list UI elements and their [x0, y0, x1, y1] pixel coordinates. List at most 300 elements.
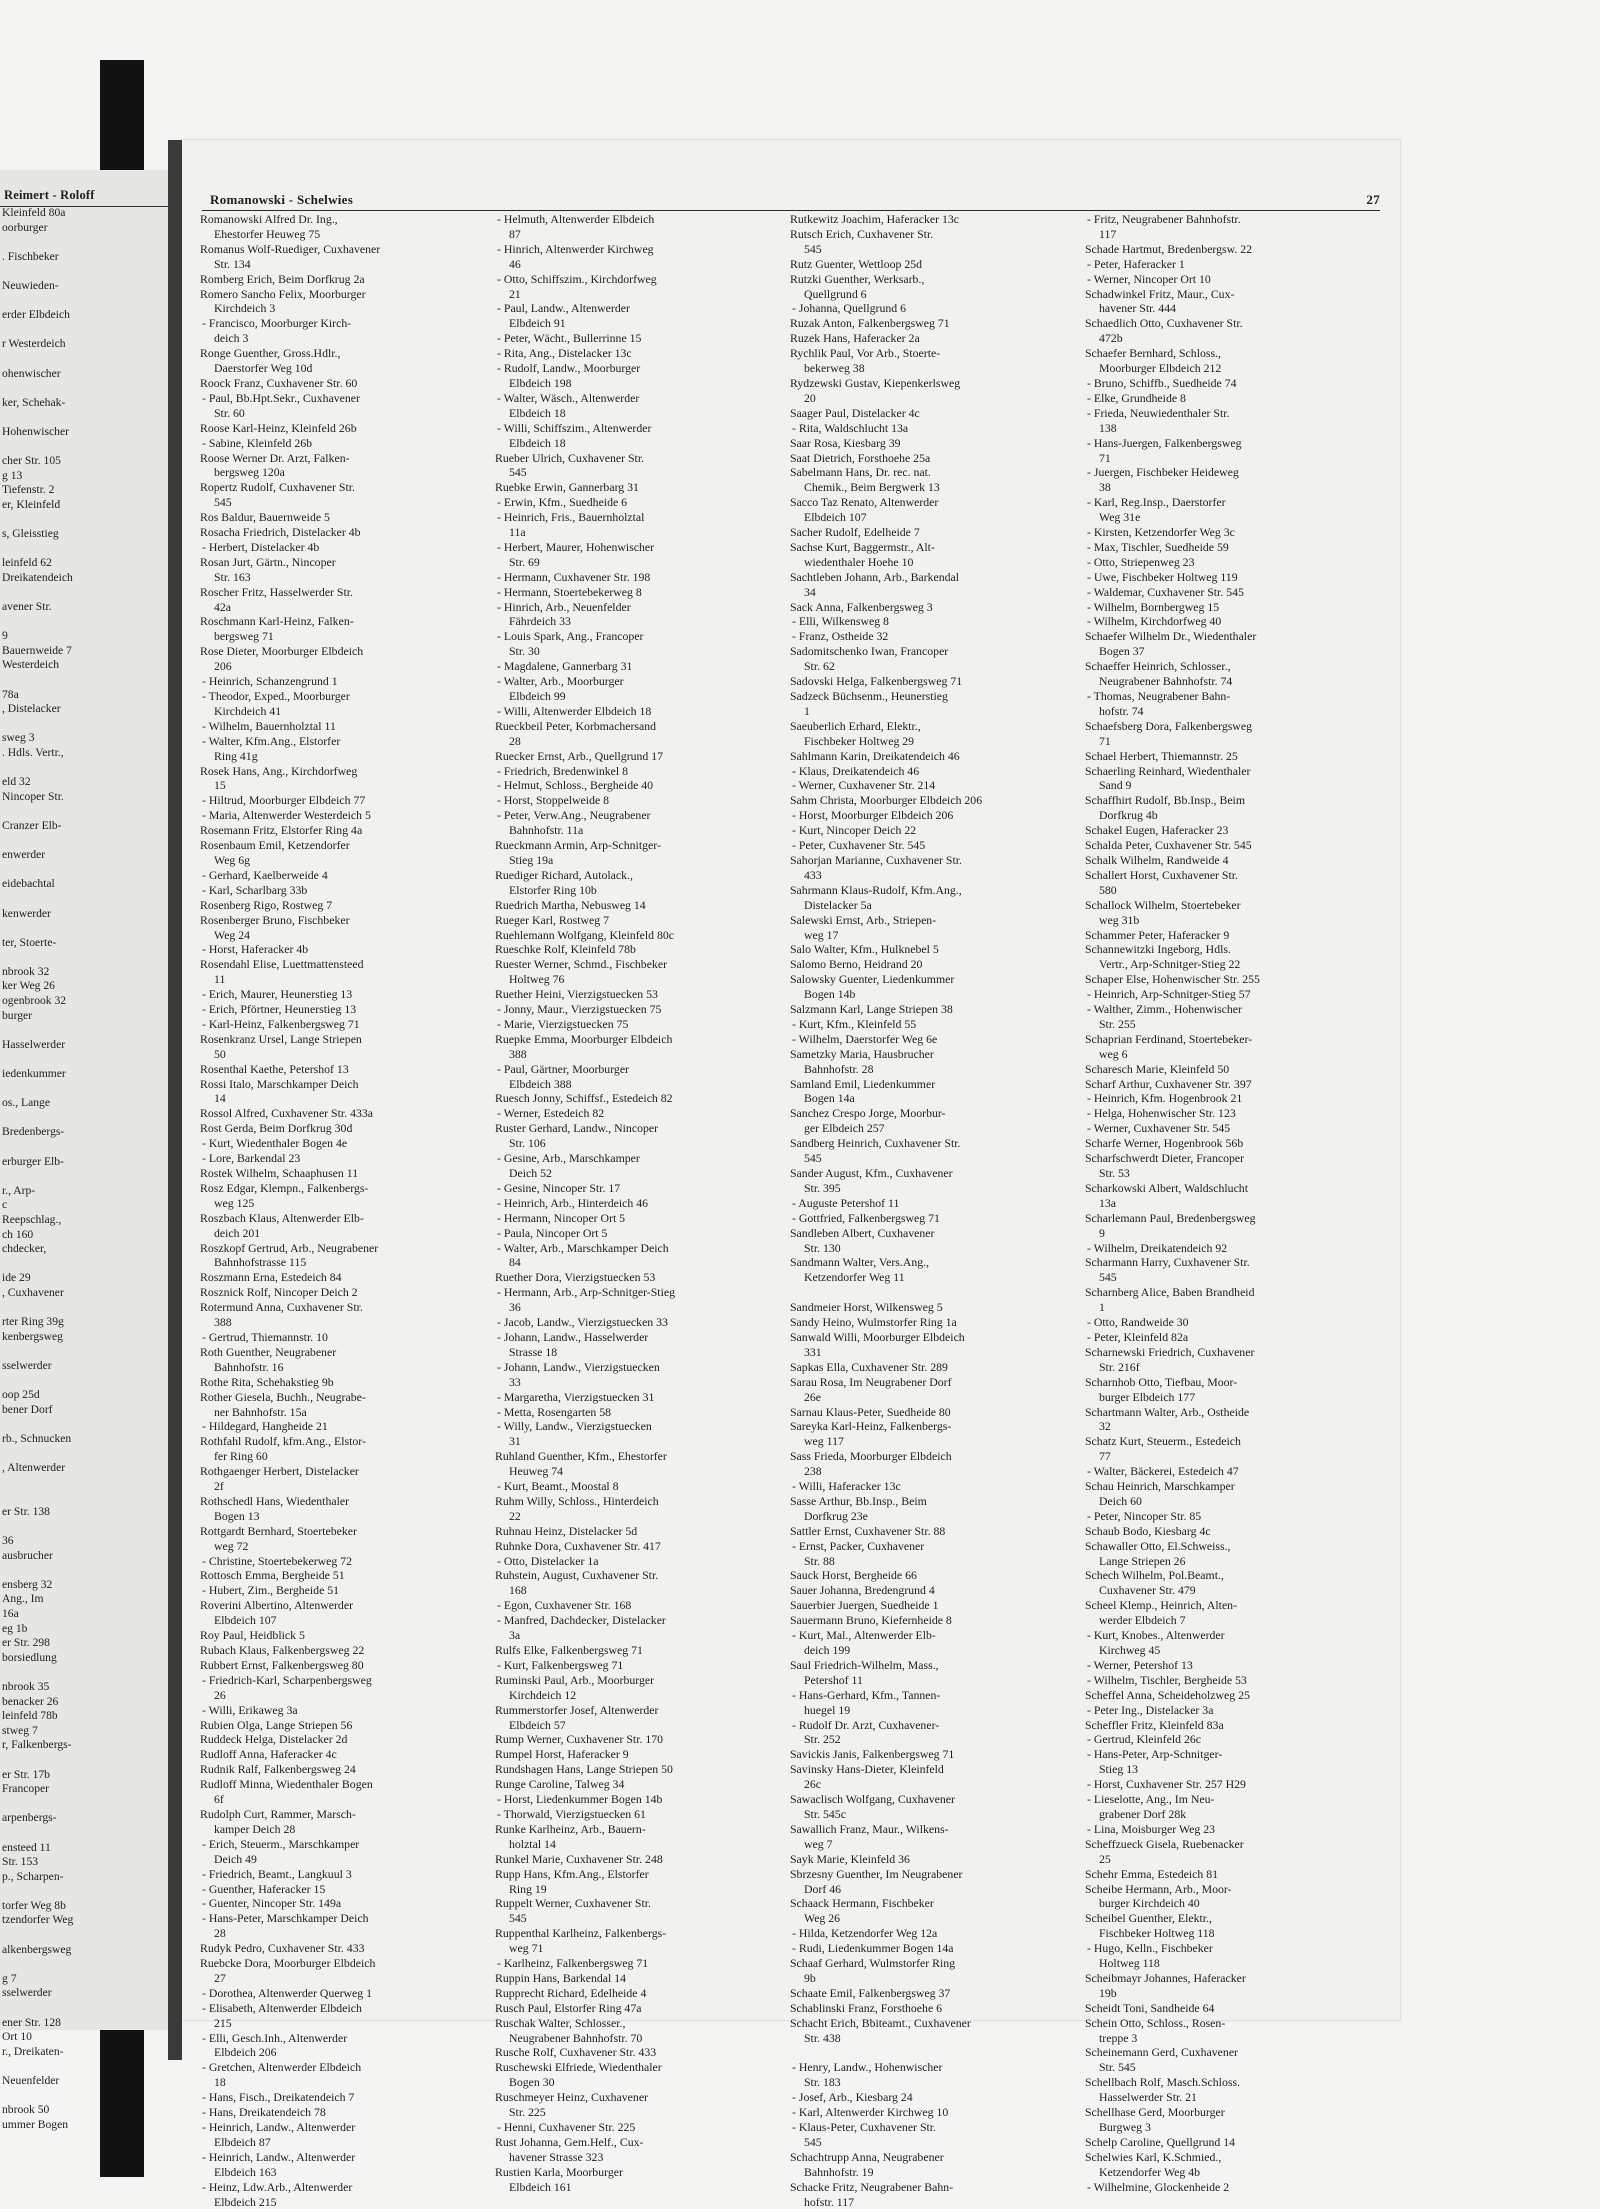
- previous-page-line: [2, 892, 170, 907]
- directory-entry: Ruether Dora, Vierzigstuecken 53: [495, 1270, 656, 1285]
- entry-sub-listing: - Gerhard, Kaelberweide 4: [202, 867, 328, 882]
- entry-continuation: holztal 14: [509, 1836, 556, 1851]
- entry-continuation: deich 199: [804, 1643, 851, 1657]
- entry-continuation: 14: [214, 1091, 226, 1106]
- entry-sub-listing: - Hildegard, Hangheide 21: [202, 1419, 328, 1434]
- entry-continuation: 11a: [509, 525, 526, 540]
- directory-entry: Schalk Wilhelm, Randweide 4: [1085, 852, 1229, 867]
- directory-entry: Scharnberg Alice, Baben Brandheid: [1085, 1285, 1255, 1300]
- entry-continuation: Lange Striepen 26: [1099, 1553, 1186, 1568]
- previous-page-line: [2, 542, 170, 557]
- directory-entry: Salewski Ernst, Arb., Striepen-: [790, 912, 937, 927]
- previous-page-line: [2, 1826, 170, 1841]
- directory-entry: Salo Walter, Kfm., Hulknebel 5: [790, 942, 939, 957]
- previous-page-line: sselwerder: [2, 1358, 52, 1372]
- directory-entry: Ros Baldur, Bauernweide 5: [200, 510, 330, 525]
- entry-sub-listing: - Karlheinz, Falkenbergsweg 71: [497, 1956, 649, 1971]
- directory-entry: Roth Guenther, Neugrabener: [200, 1344, 337, 1359]
- previous-page-line: c: [2, 1198, 8, 1212]
- entry-continuation: 34: [804, 584, 816, 599]
- directory-entry: Rueckmann Armin, Arp-Schnitger-: [495, 838, 661, 853]
- directory-entry: Schaprian Ferdinand, Stoertebeker-: [1085, 1031, 1253, 1046]
- directory-entry: Roverini Albertino, Altenwerder: [200, 1598, 353, 1613]
- entry-sub-listing: - Horst, Liedenkummer Bogen 14b: [497, 1792, 663, 1807]
- directory-entry: Ruether Heini, Vierzigstuecken 53: [495, 987, 658, 1002]
- entry-sub-listing: - Willi, Altenwerder Elbdeich 18: [497, 703, 652, 718]
- entry-continuation: 46: [509, 256, 521, 271]
- directory-entry: Roscher Fritz, Hasselwerder Str.: [200, 584, 353, 599]
- directory-entry: Ruschak Walter, Schlosser.,: [495, 2015, 626, 2030]
- entry-sub-listing: - Hiltrud, Moorburger Elbdeich 77: [202, 793, 366, 808]
- entry-continuation: Chemik., Beim Bergwerk 13: [804, 480, 940, 495]
- previous-page-line: [2, 1374, 170, 1389]
- entry-continuation: Fischbeker Holtweg 118: [1099, 1926, 1215, 1941]
- previous-page-line: [2, 717, 170, 732]
- directory-entry: Roszkopf Gertrud, Arb., Neugrabener: [200, 1240, 379, 1255]
- directory-entry: Scharnhob Otto, Tiefbau, Moor-: [1085, 1374, 1238, 1389]
- entry-continuation: Bogen 14b: [804, 987, 856, 1002]
- previous-page-line: [2, 294, 170, 309]
- entry-continuation: Kirchdeich 3: [214, 301, 276, 316]
- previous-page-line: , Cuxhavener: [2, 1285, 64, 1299]
- previous-page-line: er Str. 298: [2, 1636, 50, 1650]
- previous-page-line: cher Str. 105: [2, 454, 61, 468]
- directory-entry: Rueckbeil Peter, Korbmachersand: [495, 718, 657, 733]
- entry-continuation: Str. 62: [804, 659, 835, 674]
- entry-sub-listing: - Lore, Barkendal 23: [202, 1151, 301, 1166]
- directory-entry: Schacht Erich, Bbiteamt., Cuxhavener: [790, 2015, 971, 2030]
- previous-page-line: [2, 1082, 170, 1097]
- directory-entry: Schaper Else, Hohenwischer Str. 255: [1085, 972, 1260, 987]
- entry-continuation: fer Ring 60: [214, 1449, 268, 1464]
- previous-page-line: nbrook 32: [2, 964, 50, 978]
- directory-entry: Sarnau Klaus-Peter, Suedheide 80: [790, 1404, 951, 1419]
- directory-entry: Rosemann Fritz, Elstorfer Ring 4a: [200, 823, 363, 838]
- previous-page-line: avener Str.: [2, 600, 52, 614]
- previous-page-line: [2, 1476, 170, 1491]
- previous-page-line: Neuenfelder: [2, 2074, 60, 2087]
- directory-entry: Rudolph Curt, Rammer, Marsch-: [200, 1806, 356, 1821]
- entry-continuation: 28: [214, 1926, 226, 1941]
- directory-entry: Schaerling Reinhard, Wiedenthaler: [1085, 763, 1251, 778]
- directory-entry: Ronge Guenther, Gross.Hdlr.,: [200, 346, 341, 361]
- previous-page-line: g 13: [2, 468, 23, 482]
- entry-continuation: Petershof 11: [804, 1672, 863, 1687]
- entry-continuation: 11: [214, 972, 226, 987]
- previous-page-line: 36: [2, 1534, 14, 1548]
- directory-entry: Rudnik Ralf, Falkenbergsweg 24: [200, 1762, 356, 1777]
- directory-entry: Sauck Horst, Bergheide 66: [790, 1568, 917, 1583]
- entry-continuation: 9: [1099, 1225, 1105, 1240]
- directory-entry: Sadzeck Büchsenm., Heunerstieg: [790, 689, 948, 703]
- entry-continuation: Ring 19: [509, 1881, 547, 1896]
- previous-page-line: Nincoper Str.: [2, 789, 64, 803]
- directory-entry: Schaeffer Heinrich, Schlosser.,: [1085, 659, 1231, 674]
- previous-page-line: eg 1b: [2, 1621, 28, 1635]
- entry-sub-listing: - Willy, Landw., Vierzigstuecken: [497, 1419, 652, 1434]
- entry-sub-listing: - Egon, Cuxhavener Str. 168: [497, 1598, 632, 1613]
- directory-entry: Saul Friedrich-Wilhelm, Mass.,: [790, 1657, 939, 1672]
- directory-entry: Ruzek Hans, Haferacker 2a: [790, 331, 920, 346]
- directory-entry: Rotermund Anna, Cuxhavener Str.: [200, 1300, 363, 1315]
- directory-entry: Roschmann Karl-Heinz, Falken-: [200, 614, 354, 629]
- directory-entry: Runge Caroline, Talweg 34: [495, 1777, 625, 1792]
- directory-entry: Scharfe Werner, Hogenbrook 56b: [1085, 1136, 1244, 1151]
- entry-continuation: Fährdeich 33: [509, 614, 571, 629]
- directory-entry: Rose Dieter, Moorburger Elbdeich: [200, 644, 364, 659]
- entry-sub-listing: - Heinrich, Landw., Altenwerder: [202, 2120, 356, 2134]
- entry-sub-listing: - Hinrich, Arb., Neuenfelder: [497, 599, 631, 614]
- directory-entry: Rychlik Paul, Vor Arb., Stoerte-: [790, 346, 941, 361]
- entry-continuation: 50: [214, 1046, 226, 1061]
- directory-entry: Rumpel Horst, Haferacker 9: [495, 1747, 629, 1762]
- entry-continuation: weg 31b: [1099, 912, 1140, 927]
- previous-page-line: [2, 585, 170, 600]
- previous-page-line: p., Scharpen-: [2, 1869, 64, 1883]
- entry-continuation: 9b: [804, 1970, 816, 1985]
- entry-continuation: weg 117: [804, 1434, 844, 1449]
- previous-page-line: , Distelacker: [2, 702, 61, 716]
- directory-entry: Rubien Olga, Lange Striepen 56: [200, 1717, 353, 1732]
- entry-sub-listing: - Magdalene, Gannerbarg 31: [497, 659, 633, 674]
- entry-continuation: 215: [214, 2015, 232, 2030]
- previous-page-line: [2, 410, 170, 425]
- entry-sub-listing: - Kurt, Nincoper Deich 22: [792, 823, 917, 838]
- entry-sub-listing: - Peter Ing., Distelacker 3a: [1087, 1702, 1214, 1717]
- directory-entry: Schammer Peter, Haferacker 9: [1085, 927, 1230, 942]
- entry-sub-listing: - Otto, Schiffszim., Kirchdorfweg: [497, 271, 657, 286]
- entry-continuation: 26e: [804, 1389, 822, 1404]
- entry-sub-listing: - Maria, Altenwerder Westerdeich 5: [202, 808, 371, 823]
- directory-entry: Sahm Christa, Moorburger Elbdeich 206: [790, 793, 983, 808]
- directory-entry: Savickis Janis, Falkenbergsweg 71: [790, 1747, 955, 1762]
- directory-entry: Schellhase Gerd, Moorburger: [1085, 2105, 1225, 2120]
- previous-page-line: [2, 264, 170, 279]
- previous-page-line: ensteed 11: [2, 1840, 51, 1854]
- directory-entry: Rubbert Ernst, Falkenbergsweg 80: [200, 1657, 364, 1672]
- entry-continuation: 31: [509, 1434, 521, 1449]
- directory-entry: Ruehlemann Wolfgang, Kleinfeld 80c: [495, 927, 675, 942]
- entry-sub-listing: - Paula, Nincoper Ort 5: [497, 1225, 608, 1240]
- previous-page-line: [2, 1169, 170, 1184]
- directory-entry: Schawaller Otto, El.Schweiss.,: [1085, 1538, 1231, 1553]
- directory-entry: [790, 1285, 1066, 1300]
- directory-entry: Scharesch Marie, Kleinfeld 50: [1085, 1061, 1230, 1076]
- directory-entry: Rueber Ulrich, Cuxhavener Str.: [495, 450, 645, 465]
- directory-entry: Schallert Horst, Cuxhavener Str.: [1085, 867, 1239, 882]
- entry-continuation: Burgweg 3: [1099, 2120, 1151, 2134]
- directory-entry: Scheibel Guenther, Elektr.,: [1085, 1911, 1212, 1926]
- entry-sub-listing: - Otto, Randweide 30: [1087, 1315, 1189, 1330]
- entry-sub-listing: - Friedrich, Beamt., Langkuul 3: [202, 1866, 352, 1881]
- directory-entry: Rosenthal Kaethe, Petershof 13: [200, 1061, 349, 1076]
- entry-sub-listing: - Gertrud, Thiemannstr. 10: [202, 1329, 328, 1344]
- entry-continuation: 26: [214, 1687, 226, 1702]
- directory-entry: Schech Wilhelm, Pol.Beamt.,: [1085, 1568, 1224, 1583]
- directory-entry: Sandberg Heinrich, Cuxhavener Str.: [790, 1136, 961, 1151]
- directory-entry: Sarau Rosa, Im Neugrabener Dorf: [790, 1374, 952, 1389]
- entry-continuation: Str. 545c: [804, 1806, 846, 1821]
- directory-column-2: [495, 212, 771, 2195]
- previous-page-line: r., Arp-: [2, 1183, 36, 1197]
- previous-page-line: [2, 1344, 170, 1359]
- entry-continuation: Bahnhofstr. 11a: [509, 823, 584, 838]
- directory-entry: Rundshagen Hans, Lange Striepen 50: [495, 1762, 673, 1777]
- entry-sub-listing: - Friedrich-Karl, Scharpenbergsweg: [202, 1672, 372, 1687]
- entry-sub-listing: - Gertrud, Kleinfeld 26c: [1087, 1732, 1201, 1747]
- entry-sub-listing: - Friedrich, Bredenwinkel 8: [497, 763, 629, 778]
- previous-page-line: Westerdeich: [2, 658, 60, 672]
- entry-continuation: Str. 545: [1099, 2060, 1136, 2075]
- directory-entry: Rump Werner, Cuxhavener Str. 170: [495, 1732, 664, 1747]
- directory-entry: Rueger Karl, Rostweg 7: [495, 912, 610, 927]
- directory-entry: Scheffzueck Gisela, Ruebenacker: [1085, 1836, 1244, 1851]
- entry-sub-listing: - Kirsten, Ketzendorfer Weg 3c: [1087, 525, 1235, 540]
- directory-entry: Ruminski Paul, Arb., Moorburger: [495, 1672, 655, 1687]
- directory-entry: Rosznick Rolf, Nincoper Deich 2: [200, 1285, 358, 1300]
- directory-entry: Saeuberlich Erhard, Elektr.,: [790, 718, 921, 733]
- entry-continuation: Weg 31e: [1099, 510, 1141, 525]
- entry-continuation: 206: [214, 659, 232, 674]
- previous-page-line: leinfeld 62: [2, 556, 52, 570]
- entry-continuation: 331: [804, 1344, 822, 1359]
- directory-entry: Sandleben Albert, Cuxhavener: [790, 1225, 935, 1240]
- entry-sub-listing: - Hans-Peter, Arp-Schnitger-: [1087, 1747, 1223, 1762]
- entry-continuation: weg 6: [1099, 1046, 1128, 1061]
- directory-entry: Sayk Marie, Kleinfeld 36: [790, 1851, 910, 1866]
- entry-continuation: Elbdeich 198: [509, 375, 572, 390]
- directory-entry: Salzmann Karl, Lange Striepen 38: [790, 1002, 953, 1017]
- previous-page-line: ummer Bogen: [2, 2117, 69, 2131]
- directory-entry: Sametzky Maria, Hausbrucher: [790, 1046, 934, 1061]
- entry-sub-listing: - Erich, Maurer, Heunerstieg 13: [202, 987, 353, 1002]
- directory-entry: Scheinemann Gerd, Cuxhavener: [1085, 2045, 1238, 2060]
- entry-sub-listing: - Gretchen, Altenwerder Elbdeich: [202, 2060, 362, 2075]
- entry-continuation: 15: [214, 778, 226, 793]
- previous-page-line: Dreikatendeich: [2, 570, 73, 584]
- directory-entry: Rothfahl Rudolf, kfm.Ang., Elstor-: [200, 1434, 366, 1449]
- entry-continuation: Str. 438: [804, 2030, 841, 2045]
- entry-continuation: bergsweg 71: [214, 629, 274, 644]
- previous-page-line: tzendorfer Weg: [2, 1913, 74, 1927]
- entry-continuation: Ring 41g: [214, 748, 258, 763]
- entry-sub-listing: - Hermann, Cuxhavener Str. 198: [497, 569, 651, 584]
- previous-page-line: [2, 1753, 170, 1768]
- entry-sub-listing: - Kurt, Knobes., Altenwerder: [1087, 1628, 1225, 1643]
- previous-page-line: [2, 804, 170, 819]
- previous-page-line: 78a: [2, 687, 19, 701]
- previous-page-line: er, Kleinfeld: [2, 497, 61, 511]
- entry-sub-listing: - Rita, Waldschlucht 13a: [792, 420, 909, 435]
- directory-entry: Sachse Kurt, Baggermstr., Alt-: [790, 539, 935, 554]
- entry-continuation: treppe 3: [1099, 2030, 1138, 2045]
- entry-continuation: Str. 163: [214, 569, 251, 584]
- entry-sub-listing: - Manfred, Dachdecker, Distelacker: [497, 1613, 666, 1628]
- previous-page-line: [2, 1563, 170, 1578]
- entry-continuation: 33: [509, 1374, 521, 1389]
- directory-entry: Sass Frieda, Moorburger Elbdeich: [790, 1449, 952, 1464]
- entry-sub-listing: - Walter, Arb., Marschkamper Deich: [497, 1240, 669, 1255]
- directory-entry: Roy Paul, Heidblick 5: [200, 1628, 305, 1643]
- previous-page-line: s, Gleisstieg: [2, 527, 59, 541]
- entry-sub-listing: - Kurt, Falkenbergsweg 71: [497, 1657, 624, 1672]
- directory-entry: Scheidt Toni, Sandheide 64: [1085, 2000, 1215, 2015]
- entry-continuation: 18: [214, 2075, 226, 2090]
- previous-page-line: [2, 352, 170, 367]
- entry-continuation: kamper Deich 28: [214, 1821, 296, 1836]
- directory-entry: Rust Johanna, Gem.Helf., Cux-: [495, 2134, 644, 2149]
- entry-continuation: 545: [509, 465, 527, 480]
- directory-entry: Rustien Karla, Moorburger: [495, 2164, 623, 2179]
- entry-continuation: 28: [509, 733, 521, 748]
- previous-page-line: [2, 2059, 170, 2074]
- entry-sub-listing: - Kurt, Kfm., Kleinfeld 55: [792, 1016, 917, 1031]
- entry-continuation: huegel 19: [804, 1702, 851, 1717]
- directory-entry: Rydzewski Gustav, Kiepenkerlsweg: [790, 375, 961, 390]
- entry-continuation: hofstr. 117: [804, 2194, 855, 2209]
- previous-page-line: torfer Weg 8b: [2, 1898, 66, 1912]
- entry-continuation: 1: [804, 703, 810, 718]
- entry-sub-listing: - Henry, Landw., Hohenwischer: [792, 2060, 943, 2075]
- directory-entry: Ruzak Anton, Falkenbergsweg 71: [790, 316, 950, 331]
- entry-continuation: 168: [509, 1583, 527, 1598]
- entry-continuation: Bogen 14a: [804, 1091, 855, 1106]
- entry-sub-listing: - Hinrich, Altenwerder Kirchweg: [497, 241, 654, 256]
- entry-continuation: 388: [214, 1315, 232, 1330]
- entry-continuation: Str. 53: [1099, 1166, 1130, 1180]
- entry-continuation: Elbdeich 18: [509, 435, 566, 450]
- entry-continuation: Moorburger Elbdeich 212: [1099, 361, 1222, 376]
- directory-entry: Rutzki Guenther, Werksarb.,: [790, 271, 925, 286]
- directory-entry: Rutsch Erich, Cuxhavener Str.: [790, 226, 934, 241]
- entry-sub-listing: - Waldemar, Cuxhavener Str. 545: [1087, 584, 1244, 599]
- entry-sub-listing: - Horst, Stoppelweide 8: [497, 793, 610, 808]
- entry-continuation: 545: [804, 2134, 822, 2149]
- entry-continuation: Bahnhofstrasse 115: [214, 1255, 307, 1270]
- directory-entry: Rostek Wilhelm, Schaaphusen 11: [200, 1166, 359, 1180]
- previous-page-line: nbrook 35: [2, 1679, 50, 1693]
- previous-page-line: chdecker,: [2, 1242, 47, 1256]
- entry-sub-listing: - Johann, Landw., Vierzigstuecken: [497, 1359, 660, 1374]
- entry-continuation: Elbdeich 91: [509, 316, 566, 331]
- directory-entry: Ruppelt Werner, Cuxhavener Str.: [495, 1896, 651, 1911]
- entry-continuation: Weg 26: [804, 1911, 841, 1926]
- previous-page-line: iedenkummer: [2, 1067, 66, 1081]
- directory-entry: Schau Heinrich, Marschkamper: [1085, 1479, 1235, 1494]
- previous-page-line: [2, 1446, 170, 1461]
- previous-page-line: ide 29: [2, 1271, 31, 1285]
- previous-page-line: Francoper: [2, 1782, 49, 1796]
- directory-entry: Ruhm Willy, Schloss., Hinterdeich: [495, 1493, 659, 1508]
- previous-page-line: r Westerdeich: [2, 337, 66, 351]
- entry-continuation: Bahnhofstr. 28: [804, 1061, 874, 1076]
- previous-page-line: borsiedlung: [2, 1650, 57, 1664]
- previous-page-line: [2, 863, 170, 878]
- directory-entry: Rother Giesela, Buchh., Neugrabe-: [200, 1389, 366, 1404]
- directory-entry: Scharlemann Paul, Bredenbergsweg: [1085, 1210, 1256, 1225]
- entry-continuation: Ketzendorfer Weg 4b: [1099, 2164, 1201, 2179]
- directory-entry: Ruppenthal Karlheinz, Falkenbergs-: [495, 1926, 667, 1941]
- entry-sub-listing: - Marie, Vierzigstuecken 75: [497, 1016, 629, 1031]
- directory-entry: Sapkas Ella, Cuxhavener Str. 289: [790, 1359, 948, 1374]
- directory-entry: Rossi Italo, Marschkamper Deich: [200, 1076, 359, 1091]
- entry-continuation: Deich 52: [509, 1166, 552, 1180]
- directory-entry: Sareyka Karl-Heinz, Falkenbergs-: [790, 1419, 952, 1434]
- previous-page-line: stweg 7: [2, 1723, 38, 1737]
- entry-continuation: Elbdeich 87: [214, 2134, 271, 2149]
- previous-page-line: [2, 1140, 170, 1155]
- entry-continuation: Str. 60: [214, 405, 245, 420]
- page-header: [202, 192, 1380, 210]
- entry-continuation: 71: [1099, 450, 1111, 465]
- entry-continuation: Deich 60: [1099, 1493, 1142, 1508]
- entry-continuation: Elbdeich 161: [509, 2179, 572, 2194]
- entry-sub-listing: - Guenther, Haferacker 15: [202, 1881, 326, 1896]
- directory-entry: Ruhnau Heinz, Distelacker 5d: [495, 1523, 638, 1538]
- entry-sub-listing: - Werner, Cuxhavener Str. 545: [1087, 1121, 1231, 1136]
- directory-entry: Schaate Emil, Falkenbergsweg 37: [790, 1985, 951, 2000]
- entry-continuation: Hasselwerder Str. 21: [1099, 2090, 1197, 2105]
- previous-page-line: bener Dorf: [2, 1402, 53, 1416]
- entry-continuation: 545: [804, 1151, 822, 1166]
- entry-sub-listing: - Wilhelm, Bauernholztal 11: [202, 718, 336, 733]
- entry-sub-listing: - Erich, Pförtner, Heunerstieg 13: [202, 1002, 357, 1017]
- entry-sub-listing: - Kurt, Wiedenthaler Bogen 4e: [202, 1136, 348, 1151]
- entry-continuation: 2f: [214, 1479, 224, 1494]
- entry-continuation: Bogen 37: [1099, 644, 1145, 659]
- directory-entry: Saat Dietrich, Forsthoehe 25a: [790, 450, 931, 465]
- directory-entry: Ruschmeyer Heinz, Cuxhavener: [495, 2090, 648, 2105]
- entry-sub-listing: - Herbert, Maurer, Hohenwischer: [497, 539, 655, 554]
- entry-sub-listing: - Wilhelm, Bornbergweg 15: [1087, 599, 1220, 614]
- previous-page-line: rb., Schnucken: [2, 1431, 72, 1445]
- entry-sub-listing: - Werner, Estedeich 82: [497, 1106, 605, 1121]
- directory-entry: Roose Werner Dr. Arzt, Falken-: [200, 450, 350, 465]
- entry-continuation: grabener Dorf 28k: [1099, 1806, 1187, 1821]
- entry-continuation: weg 72: [214, 1538, 249, 1553]
- entry-continuation: 71: [1099, 733, 1111, 748]
- previous-page-line: [2, 512, 170, 527]
- entry-continuation: wiedenthaler Hoehe 10: [804, 554, 914, 569]
- entry-continuation: 22: [509, 1508, 521, 1523]
- previous-page-line: [2, 323, 170, 338]
- previous-page-line: Bredenbergs-: [2, 1125, 65, 1139]
- previous-page-line: Bauernweide 7: [2, 643, 72, 657]
- entry-sub-listing: - Francisco, Moorburger Kirch-: [202, 316, 352, 331]
- entry-sub-listing: - Karl, Scharlbarg 33b: [202, 882, 308, 897]
- previous-page-line: g 7: [2, 1971, 17, 1985]
- directory-entry: Sattler Ernst, Cuxhavener Str. 88: [790, 1523, 946, 1538]
- entry-sub-listing: - Henni, Cuxhavener Str. 225: [497, 2120, 636, 2134]
- entry-continuation: Str. 134: [214, 256, 251, 271]
- directory-entry: Schaffhirt Rudolf, Bb.Insp., Beim: [1085, 793, 1246, 808]
- entry-continuation: Str. 69: [509, 554, 540, 569]
- directory-entry: Rosendahl Elise, Luettmattensteed: [200, 957, 364, 972]
- directory-entry: Saar Rosa, Kiesbarg 39: [790, 435, 901, 450]
- entry-continuation: Bogen 13: [214, 1508, 260, 1523]
- previous-page-line: er Str. 17b: [2, 1767, 50, 1781]
- entry-continuation: 25: [1099, 1851, 1111, 1866]
- directory-entry: Rudloff Anna, Haferacker 4c: [200, 1747, 337, 1762]
- directory-entry: Rubach Klaus, Falkenbergsweg 22: [200, 1643, 365, 1657]
- directory-entry: Ruebke Erwin, Gannerbarg 31: [495, 480, 639, 495]
- directory-entry: Rothgaenger Herbert, Distelacker: [200, 1464, 359, 1479]
- entry-continuation: bergsweg 120a: [214, 465, 285, 480]
- entry-sub-listing: - Elisabeth, Altenwerder Elbdeich: [202, 2000, 362, 2015]
- directory-entry: Salowsky Guenter, Liedenkummer: [790, 972, 955, 987]
- directory-entry: Schehr Emma, Estedeich 81: [1085, 1866, 1219, 1881]
- previous-page-line: [2, 834, 170, 849]
